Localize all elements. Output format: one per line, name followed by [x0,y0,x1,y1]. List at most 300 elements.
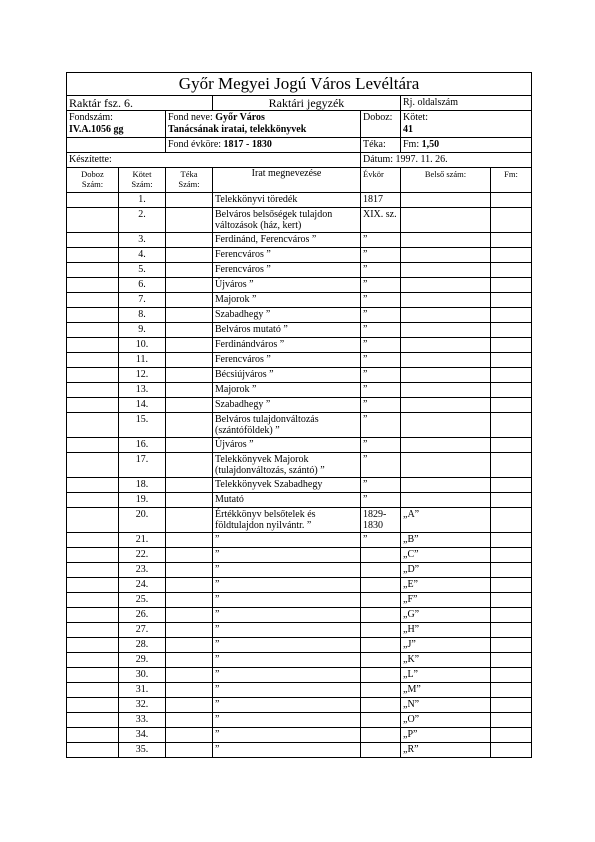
datum-cell [361,153,532,168]
kotet-number: 11. [119,353,166,368]
table-row [67,578,532,593]
teka-cell [166,193,213,208]
fm-value: 1,50 [421,139,440,150]
belso-szam: „D” [401,563,491,578]
doboz-cell [67,208,119,233]
table-row [67,233,532,248]
evkor-value [361,623,401,638]
kotet-number: 17. [119,453,166,478]
belso-szam: „O” [401,713,491,728]
belso-szam: „R” [401,743,491,758]
kotet-number: 7. [119,293,166,308]
irat-name: Ferdinándváros ” [213,338,361,353]
evkor-value: ” [361,383,401,398]
doboz-cell [67,308,119,323]
doboz-cell [67,713,119,728]
evkor-value: ” [361,493,401,508]
irat-name: ” [213,623,361,638]
teka-cell [166,323,213,338]
irat-name: ” [213,548,361,563]
rj-oldalszam-label: Rj. oldalszám [401,96,532,111]
evkor-value: ” [361,353,401,368]
fm-cell [491,508,532,533]
table-row [67,413,532,438]
irat-name: Belváros belsőségek tulajdon változások (ház, kert) [213,208,361,233]
kotet-number: 29. [119,653,166,668]
belso-szam [401,193,491,208]
fm-cell [491,493,532,508]
kotet-number: 33. [119,713,166,728]
fond-evkore-cell [166,138,361,153]
kotet-value: 41 [403,124,413,135]
kotet-number: 30. [119,668,166,683]
fm-cell [491,438,532,453]
teka-cell [166,308,213,323]
doboz-cell [67,653,119,668]
evkor-value [361,713,401,728]
fm-cell [491,668,532,683]
belso-szam [401,263,491,278]
belso-szam: „M” [401,683,491,698]
irat-name: Bécsiújváros ” [213,368,361,383]
fm-cell [491,578,532,593]
table-row [67,743,532,758]
fm-cell [491,683,532,698]
belso-szam [401,323,491,338]
table-row [67,548,532,563]
col-fm-header: Fm: [491,168,532,193]
evkor-value: ” [361,438,401,453]
doboz-cell [67,493,119,508]
datum-label: Dátum: [363,154,393,165]
fond-neve-value-1: Győr Város [215,112,265,123]
teka-cell [166,623,213,638]
teka-cell [166,698,213,713]
irat-name: Ferencváros ” [213,353,361,368]
teka-cell [166,208,213,233]
table-row [67,398,532,413]
fm-cell [491,263,532,278]
belso-szam [401,453,491,478]
teka-cell [166,413,213,438]
doboz-cell [67,413,119,438]
col-kotet-header: Kötet Szám: [119,168,166,193]
doboz-cell [67,368,119,383]
evkor-value: ” [361,278,401,293]
doboz-cell [67,683,119,698]
irat-name: Telekkönyvek Szabadhegy [213,478,361,493]
belso-szam: „C” [401,548,491,563]
irat-name: Szabadhegy ” [213,398,361,413]
doboz-cell [67,623,119,638]
belso-szam [401,208,491,233]
kotet-number: 5. [119,263,166,278]
belso-szam [401,278,491,293]
kotet-number: 35. [119,743,166,758]
doboz-cell [67,248,119,263]
fm-cell [491,293,532,308]
kotet-number: 24. [119,578,166,593]
kotet-number: 34. [119,728,166,743]
fm-cell [491,233,532,248]
evkor-value [361,728,401,743]
table-row [67,383,532,398]
kotet-number: 26. [119,608,166,623]
teka-cell [166,508,213,533]
fm-cell [491,533,532,548]
belso-szam: „P” [401,728,491,743]
kotet-number: 19. [119,493,166,508]
kotet-number: 8. [119,308,166,323]
irat-name: ” [213,578,361,593]
table-row [67,508,532,533]
evkor-value: ” [361,308,401,323]
kotet-number: 3. [119,233,166,248]
teka-cell [166,548,213,563]
irat-name: Ferencváros ” [213,263,361,278]
kotet-number: 21. [119,533,166,548]
table-row [67,438,532,453]
fm-cell [491,638,532,653]
irat-name: Belváros tulajdonváltozás (szántóföldek) ” [213,413,361,438]
fm-cell [491,698,532,713]
kotet-number: 10. [119,338,166,353]
col-irat-header: Irat megnevezése [213,168,361,193]
table-row [67,308,532,323]
evkor-value: ” [361,233,401,248]
evkor-value: ” [361,453,401,478]
fm-cell [491,453,532,478]
doboz-cell [67,668,119,683]
table-row [67,593,532,608]
belso-szam: „L” [401,668,491,683]
table-row [67,278,532,293]
table-row [67,453,532,478]
irat-name: ” [213,653,361,668]
teka-cell [166,438,213,453]
fondszam-value: IV.A.1056 gg [69,124,124,135]
fm-cell [491,653,532,668]
fm-cell [491,743,532,758]
teka-cell [166,713,213,728]
belso-szam [401,478,491,493]
fm-cell [491,248,532,263]
fond-neve-value-2: Tanácsának iratai, telekkönyvek [168,124,307,135]
table-row [67,478,532,493]
belso-szam: „K” [401,653,491,668]
kotet-number: 23. [119,563,166,578]
doboz-cell [67,743,119,758]
kotet-number: 16. [119,438,166,453]
teka-cell [166,493,213,508]
fm-cell [491,208,532,233]
table-row [67,208,532,233]
teka-cell [166,233,213,248]
fm-cell [491,593,532,608]
doboz-cell [67,508,119,533]
fm-cell [491,728,532,743]
kotet-number: 4. [119,248,166,263]
table-row [67,248,532,263]
irat-name: Mutató [213,493,361,508]
kotet-number: 9. [119,323,166,338]
doboz-cell [67,533,119,548]
evkor-value [361,743,401,758]
table-row [67,623,532,638]
doboz-cell [67,233,119,248]
teka-cell [166,453,213,478]
evkor-value [361,563,401,578]
teka-cell [166,293,213,308]
kotet-number: 12. [119,368,166,383]
kotet-number: 20. [119,508,166,533]
irat-name: ” [213,533,361,548]
col-teka-header: Téka Szám: [166,168,213,193]
fondszam-label: Fondszám: [69,112,113,123]
evkor-value: ” [361,478,401,493]
belso-szam [401,293,491,308]
table-row [67,683,532,698]
kotet-number: 18. [119,478,166,493]
teka-cell [166,743,213,758]
teka-cell [166,338,213,353]
doboz-cell [67,728,119,743]
fm-cell [401,138,532,153]
irat-name: ” [213,713,361,728]
doboz-cell [67,398,119,413]
doboz-cell [67,338,119,353]
kotet-number: 27. [119,623,166,638]
col-evkor-header: Évkör [361,168,401,193]
belso-szam [401,308,491,323]
evkor-value: ” [361,368,401,383]
table-row [67,668,532,683]
teka-cell [166,278,213,293]
doboz-cell [67,578,119,593]
evkor-value [361,608,401,623]
belso-szam [401,493,491,508]
fm-cell [491,338,532,353]
evkor-value [361,683,401,698]
teka-cell [166,398,213,413]
belso-szam [401,353,491,368]
belso-szam: „B” [401,533,491,548]
belso-szam: „F” [401,593,491,608]
fm-cell [491,608,532,623]
column-header-row [67,168,532,193]
fondszam-cell [67,111,166,138]
fm-cell [491,353,532,368]
irat-name: ” [213,608,361,623]
belso-szam [401,413,491,438]
fm-label: Fm: [403,139,420,150]
kotet-number: 2. [119,208,166,233]
evkor-value [361,548,401,563]
doboz-cell [67,453,119,478]
doboz-cell [67,563,119,578]
teka-cell [166,683,213,698]
evkor-value [361,638,401,653]
belso-szam: „J” [401,638,491,653]
irat-name: Majorok ” [213,293,361,308]
irat-name: ” [213,593,361,608]
evkor-value: 1817 [361,193,401,208]
teka-cell [166,353,213,368]
fond-neve-label: Fond neve: [168,112,213,123]
doboz-cell [67,593,119,608]
teka-cell [166,728,213,743]
belso-szam: „G” [401,608,491,623]
evkor-value: 1829-1830 [361,508,401,533]
kotet-number: 22. [119,548,166,563]
fm-cell [491,398,532,413]
teka-cell [166,368,213,383]
irat-name: ” [213,698,361,713]
kotet-number: 13. [119,383,166,398]
table-row [67,353,532,368]
teka-cell [166,478,213,493]
archive-title: Győr Megyei Jogú Város Levéltára [67,73,532,96]
col-belso-header: Belső szám: [401,168,491,193]
raktari-jegyzek-heading: Raktári jegyzék [213,96,401,111]
table-row [67,698,532,713]
fm-cell [491,308,532,323]
teka-cell [166,533,213,548]
fm-cell [491,413,532,438]
table-row [67,563,532,578]
irat-name: Újváros ” [213,438,361,453]
kotet-number: 6. [119,278,166,293]
evkor-value: ” [361,413,401,438]
table-row [67,338,532,353]
teka-cell [166,263,213,278]
irat-name: Értékkönyv belsőtelek és földtulajdon nyilvántr. ” [213,508,361,533]
evkor-value: ” [361,248,401,263]
table-row [67,493,532,508]
belso-szam [401,338,491,353]
datum-value: 1997. 11. 26. [395,154,448,165]
irat-name: ” [213,728,361,743]
irat-name: Újváros ” [213,278,361,293]
teka-cell [166,638,213,653]
kotet-number: 32. [119,698,166,713]
belso-szam: „A” [401,508,491,533]
irat-name: ” [213,668,361,683]
fm-cell [491,368,532,383]
teka-cell [166,608,213,623]
belso-szam [401,368,491,383]
belso-szam [401,383,491,398]
evkor-value [361,698,401,713]
teka-cell [166,563,213,578]
raktar-location: Raktár fsz. 6. [67,96,213,111]
teka-label: Téka: [361,138,401,153]
teka-cell [166,593,213,608]
evkor-value [361,578,401,593]
fm-cell [491,323,532,338]
belso-szam [401,398,491,413]
col-doboz-header: Doboz Szám: [67,168,119,193]
doboz-cell [67,638,119,653]
fm-cell [491,193,532,208]
table-row [67,293,532,308]
irat-name: Belváros mutató ” [213,323,361,338]
doboz-cell [67,278,119,293]
irat-name: Ferencváros ” [213,248,361,263]
belso-szam [401,233,491,248]
fond-evkore-value: 1817 - 1830 [223,139,272,150]
belso-szam: „E” [401,578,491,593]
evkor-value: ” [361,338,401,353]
evkor-value: ” [361,293,401,308]
evkor-value [361,593,401,608]
evkor-value: ” [361,398,401,413]
irat-name: ” [213,683,361,698]
kotet-cell [401,111,532,138]
doboz-cell [67,548,119,563]
doboz-cell [67,353,119,368]
kotet-number: 15. [119,413,166,438]
evkor-value [361,668,401,683]
evkor-value: XIX. sz. [361,208,401,233]
table-row [67,608,532,623]
table-row [67,368,532,383]
doboz-cell [67,438,119,453]
fm-cell [491,548,532,563]
irat-name: Szabadhegy ” [213,308,361,323]
fm-cell [491,278,532,293]
kotet-number: 1. [119,193,166,208]
doboz-cell [67,698,119,713]
irat-name: Telekkönyvi töredék [213,193,361,208]
inventory-sheet [66,72,532,758]
irat-name: ” [213,638,361,653]
doboz-cell [67,478,119,493]
teka-cell [166,383,213,398]
evkor-value: ” [361,263,401,278]
belso-szam: „H” [401,623,491,638]
table-row [67,263,532,278]
evkor-value [361,653,401,668]
fm-cell [491,478,532,493]
doboz-cell [67,193,119,208]
fond-neve-cell [166,111,361,138]
teka-cell [166,653,213,668]
empty-cell [67,138,166,153]
fond-evkore-label: Fond évköre: [168,139,222,150]
doboz-cell [67,293,119,308]
irat-name: Ferdinánd, Ferencváros ” [213,233,361,248]
irat-name: Majorok ” [213,383,361,398]
table-row [67,638,532,653]
irat-name: ” [213,563,361,578]
fm-cell [491,623,532,638]
teka-cell [166,248,213,263]
table-row [67,533,532,548]
evkor-value: ” [361,533,401,548]
belso-szam: „N” [401,698,491,713]
fm-cell [491,383,532,398]
doboz-cell [67,263,119,278]
kotet-number: 14. [119,398,166,413]
doboz-cell [67,608,119,623]
table-row [67,193,532,208]
kotet-label: Kötet: [403,112,428,123]
irat-name: Telekkönyvek Majorok (tulajdonváltozás, szántó) ” [213,453,361,478]
belso-szam [401,248,491,263]
table-row [67,653,532,668]
fm-cell [491,563,532,578]
